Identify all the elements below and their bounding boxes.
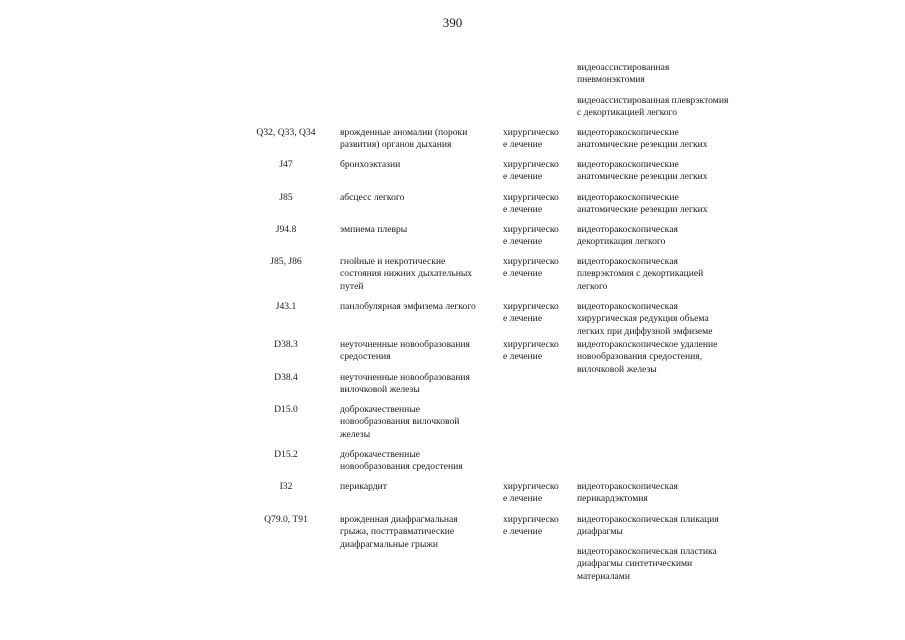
method-cell: видеоторакоскопическая плеврэктомия с декортикацией легкого xyxy=(577,256,704,292)
method-cell: видеоторакоскопическая пликация диафрагмы xyxy=(577,514,719,538)
diagnosis-name-cell: врожденные аномалии (пороки развития) органов дыхания xyxy=(340,127,468,151)
diagnosis-code-cell: J85 xyxy=(279,192,293,203)
method-cell: видеоторакоскопические анатомические резекции легких xyxy=(577,159,708,183)
diagnosis-name-cell: перикардит xyxy=(340,481,387,492)
diagnosis-name-cell: гнойные и некротические состояния нижних дыхательных путей xyxy=(340,256,473,292)
treatment-type-cell: хирургическо е лечение xyxy=(503,256,559,280)
page-number: 390 xyxy=(442,15,463,30)
diagnosis-code-cell: J94.8 xyxy=(275,224,297,235)
treatment-type-cell: хирургическо е лечение xyxy=(503,224,559,248)
diagnosis-code-cell: D15.2 xyxy=(274,449,298,460)
method-cell: видеоторакоскопическая пластика диафрагмы синтетическими материалами xyxy=(577,546,717,582)
method-cell: видеоторакоскопические анатомические резекции легких xyxy=(577,127,708,151)
diagnosis-code-cell: D38.4 xyxy=(274,372,298,383)
diagnosis-code-cell: Q32, Q33, Q34 xyxy=(256,127,316,138)
diagnosis-name-cell: доброкачественные новообразования средостения xyxy=(340,449,463,473)
diagnosis-name-cell: доброкачественные новообразования вилочковой железы xyxy=(340,404,460,440)
diagnosis-name-cell: бронхоэктазии xyxy=(340,159,401,170)
treatment-type-cell: хирургическо е лечение xyxy=(503,481,559,505)
diagnosis-name-cell: эмпиема плевры xyxy=(340,224,408,235)
method-cell: видеоторакоскопические анатомические резекции легких xyxy=(577,192,708,216)
treatment-type-cell: хирургическо е лечение xyxy=(503,301,559,325)
method-cell: видеоторакоскопическая хирургическая редукция объема легких при диффузной эмфиземе xyxy=(577,301,713,337)
diagnosis-code-cell: D15.0 xyxy=(274,404,298,415)
method-cell: видеоассистированная плеврэктомия с декортикацией легкого xyxy=(577,95,729,119)
diagnosis-code-cell: J47 xyxy=(279,159,293,170)
diagnosis-code-cell: J43.1 xyxy=(275,301,297,312)
diagnosis-name-cell: абсцесс легкого xyxy=(340,192,405,203)
treatment-type-cell: хирургическо е лечение xyxy=(503,339,559,363)
diagnosis-name-cell: неуточненные новообразования средостения xyxy=(340,339,470,363)
method-cell: видеоторакоскопическое удаление новообразования средостения, вилочковой железы xyxy=(577,339,718,375)
diagnosis-name-cell: неуточненные новообразования вилочковой железы xyxy=(340,372,470,396)
treatment-type-cell: хирургическо е лечение xyxy=(503,192,559,216)
treatment-type-cell: хирургическо е лечение xyxy=(503,159,559,183)
method-cell: видеоассистированная пневмонэктомия xyxy=(577,62,670,86)
diagnosis-name-cell: врожденная диафрагмальная грыжа, посттравматические диафрагмальные грыжи xyxy=(340,514,458,550)
method-cell: видеоторакоскопическая перикардэктомия xyxy=(577,481,678,505)
diagnosis-code-cell: Q79.0, T91 xyxy=(264,514,308,525)
diagnosis-code-cell: D38.3 xyxy=(274,339,298,350)
method-cell: видеоторакоскопическая декортикация легкого xyxy=(577,224,678,248)
diagnosis-name-cell: панлобулярная эмфизема легкого xyxy=(340,301,476,312)
treatment-type-cell: хирургическо е лечение xyxy=(503,127,559,151)
diagnosis-code-cell: J85, J86 xyxy=(270,256,302,267)
treatment-type-cell: хирургическо е лечение xyxy=(503,514,559,538)
diagnosis-code-cell: I32 xyxy=(279,481,293,492)
